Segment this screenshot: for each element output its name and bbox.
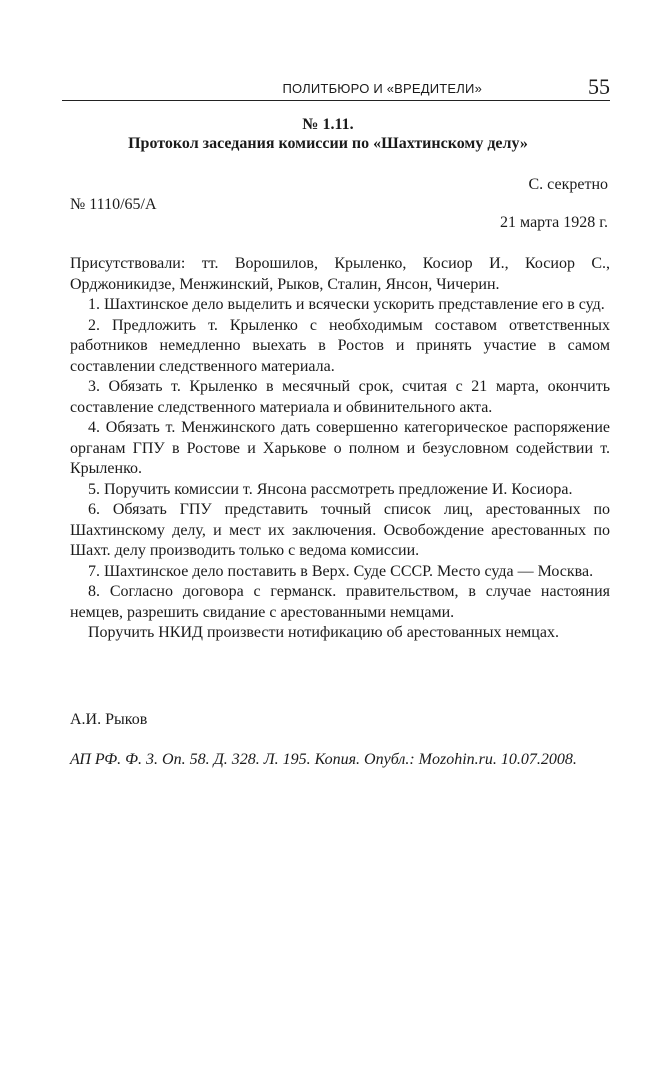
attendees-paragraph: Присутствовали: тт. Ворошилов, Крыленко, Косиор И., Косиор С., Орджоникидзе, Менжинский, Рыков, Сталин, Янсон, Чичерин. — [70, 255, 610, 293]
archive-source-citation: АП РФ. Ф. 3. Оп. 58. Д. 328. Л. 195. Копия. Опубл.: Mozohin.ru. 10.07.2008. — [70, 751, 577, 768]
running-title: ПОЛИТБЮРО И «ВРЕДИТЕЛИ» — [282, 81, 482, 96]
closing-paragraph: Поручить НКИД произвести нотификацию об арестованных немцах. — [88, 624, 559, 641]
protocol-item: 2. Предложить т. Крыленко с необходимым составом ответственных работников немедленно выехать в Ростов и принять участие в самом составлении следственного материала. — [70, 316, 610, 375]
protocol-item: 5. Поручить комиссии т. Янсона рассмотреть предложение И. Косиора. — [88, 480, 573, 498]
protocol-item: 4. Обязать т. Менжинского дать совершенно категорическое распоряжение органам ГПУ в Ростове и Харькове о полном и безусловном содействии т. Крыленко. — [70, 419, 610, 477]
signature-name: А.И. Рыков — [70, 711, 148, 728]
protocol-item: 6. Обязать ГПУ представить точный список лиц, арестованных по Шахтинскому делу, и мест их заключения. Освобождение арестованных по Шахт. делу производить только с ведома комиссии. — [70, 501, 610, 559]
document-number: № 1.11. — [302, 116, 354, 133]
document-title: Протокол заседания комиссии по «Шахтинскому делу» — [128, 135, 528, 152]
page-header — [62, 74, 610, 101]
protocol-item: 3. Обязать т. Крыленко в месячный срок, считая с 21 марта, окончить составление следственного материала и обвинительного акта. — [70, 378, 610, 416]
protocol-body — [70, 254, 610, 644]
page-number: 55 — [588, 74, 610, 99]
protocol-item: 1. Шахтинское дело выделить и всячески ускорить представление его в суд. — [88, 296, 605, 313]
reference-number: № 1110/65/А — [70, 196, 157, 213]
protocol-item: 8. Согласно договора с германск. правительством, в случае настояния немцев, разрешить свидание с арестованными немцами. — [70, 583, 610, 621]
protocol-item: 7. Шахтинское дело поставить в Верх. Суде СССР. Место суда — Москва. — [88, 562, 594, 580]
document-date: 21 марта 1928 г. — [500, 214, 608, 231]
classification-stamp: С. секретно — [528, 176, 608, 193]
